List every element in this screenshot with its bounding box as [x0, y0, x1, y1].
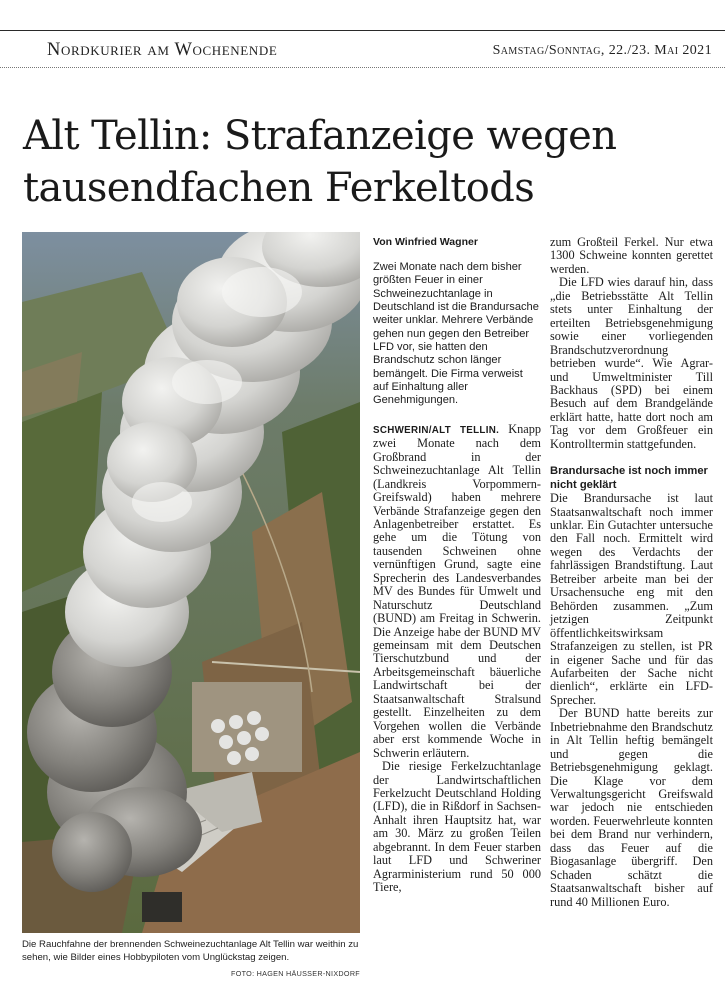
author-byline: Von Winfried Wagner	[373, 236, 478, 248]
body-paragraph: Die riesige Ferkelzuchtanlage der Landwirtschaftlichen Ferkelzucht Deutschland Holding (LFD), die in Rißdorf in Sachsen-Anhalt ihren Hauptsitz hat, war am 30. März zu großen Teilen abgebrannt. In dem Feuer starben laut LFD und Schweriner Agrarministerium rund 50 000 Tiere,	[373, 759, 541, 895]
article-headline	[23, 110, 713, 214]
fire-aerial-photo	[22, 232, 360, 933]
body-paragraph: SCHWERIN/ALT TELLIN. Knapp zwei Monate nach dem Großbrand in der Schweinezuchtanlage Alt Tellin (Landkreis Vorpommern-Greifswald) haben mehrere Verbände Strafanzeige gegen den Anlagenbetreiber erstattet. Es gehe um die Tötung von tausenden Schweinen ohne vernünftigen Grund, sagte eine Sprecherin des Landesverbandes MV des Bundes für Umwelt und Naturschutz Deutschland (BUND) am Freitag in Schwerin. Die Anzeige habe der BUND MV gemeinsam mit dem Deutschen Tierschutzbund und der Arbeitsgemeinschaft bäuerliche Landwirtschaft bei der Staatsanwaltschaft Stralsund gestellt. Einzelheiten zu dem Vorgehen wollen die Verbände aber erst kommende Woche in Schwerin erläutern.	[373, 421, 542, 760]
header-top-rule	[0, 30, 725, 31]
article-column-1	[373, 236, 541, 895]
caption-text: Die Rauchfahne der brennenden Schweinezuchtanlage Alt Tellin war weithin zu sehen, wie Bilder eines Hobbypiloten vom Unglückstag zeigen.	[22, 939, 359, 964]
body-paragraph: Der BUND hatte bereits zur Inbetriebnahme den Brandschutz in Alt Tellin heftig bemängelt und gegen die Betriebsgenehmigung geklagt. Die Klage vor dem Verwaltungsgericht Greifswald war jedoch nie entschieden worden. Feuerwehrleute konnten bei dem Brand nur verhindern, dass das Feuer auf die Biogasanlage übergriff. Den Schaden schätzt die Staatsanwaltschaft bisher auf rund 40 Millionen Euro.	[550, 706, 713, 909]
photo-caption	[22, 938, 360, 980]
body-paragraph: Die LFD wies darauf hin, dass „die Betriebsstätte Alt Tellin stets unter Einhaltung der erteilten Betriebsgenehmigung sowie einer vorliegenden Brandschutzverordnung betrieben wurde“. Wie Agrar- und Umweltminister Till Backhaus (SPD) bei einem Besuch auf dem Brandgelände erklärt hatte, hatte dort noch am Tag vor dem Großfeuer ein Kontrolltermin stattgefunden.	[550, 275, 713, 451]
body-paragraph: Die Brandursache ist laut Staatsanwaltschaft noch immer unklar. Ein Gutachter untersuche den Fall noch. Ermittelt wird wegen des Verdachts der fahrlässigen Brandstiftung. Laut Betreiber arbeite man bei der Ursachensuche eng mit den Behörden zusammen. „Zum jetzigen Zeitpunkt öffentlichkeitswirksam Strafanzeigen zu stellen, ist PR in eigener Sache und für das Aufarbeiten der Sache nicht dienlich“, erklärte ein LFD-Sprecher.	[550, 491, 713, 707]
article-dateline: SCHWERIN/ALT TELLIN.	[373, 424, 500, 436]
article-column-2	[550, 236, 713, 909]
section-subheading: Brandursache ist noch immer nicht geklärt	[550, 465, 708, 491]
photo-credit: FOTO: HAGEN HÄUSSER-NIXDORF	[231, 968, 360, 978]
header-dotted-rule	[0, 67, 725, 68]
article-teaser: Zwei Monate nach dem bisher größten Feuer in einer Schweinezuchtanlage in Deutschland ist die Brandursache weiter unklar. Mehrere Verbände gehen nun gegen den Betreiber LFD vor, sie hatten den Brandschutz schon länger bemängelt. Die Firma verweist auf Einhaltung aller Genehmigungen.	[373, 261, 539, 407]
publication-name: Nordkurier am Wochenende	[47, 40, 278, 60]
headline-line-2: tausendfachen Ferkeltods	[23, 165, 535, 211]
issue-date: Samstag/Sonntag, 22./23. Mai 2021	[492, 43, 712, 58]
headline-line-1: Alt Tellin: Strafanzeige wegen	[23, 113, 617, 159]
body-paragraph: zum Großteil Ferkel. Nur etwa 1300 Schweine konnten gerettet werden.	[550, 235, 713, 276]
